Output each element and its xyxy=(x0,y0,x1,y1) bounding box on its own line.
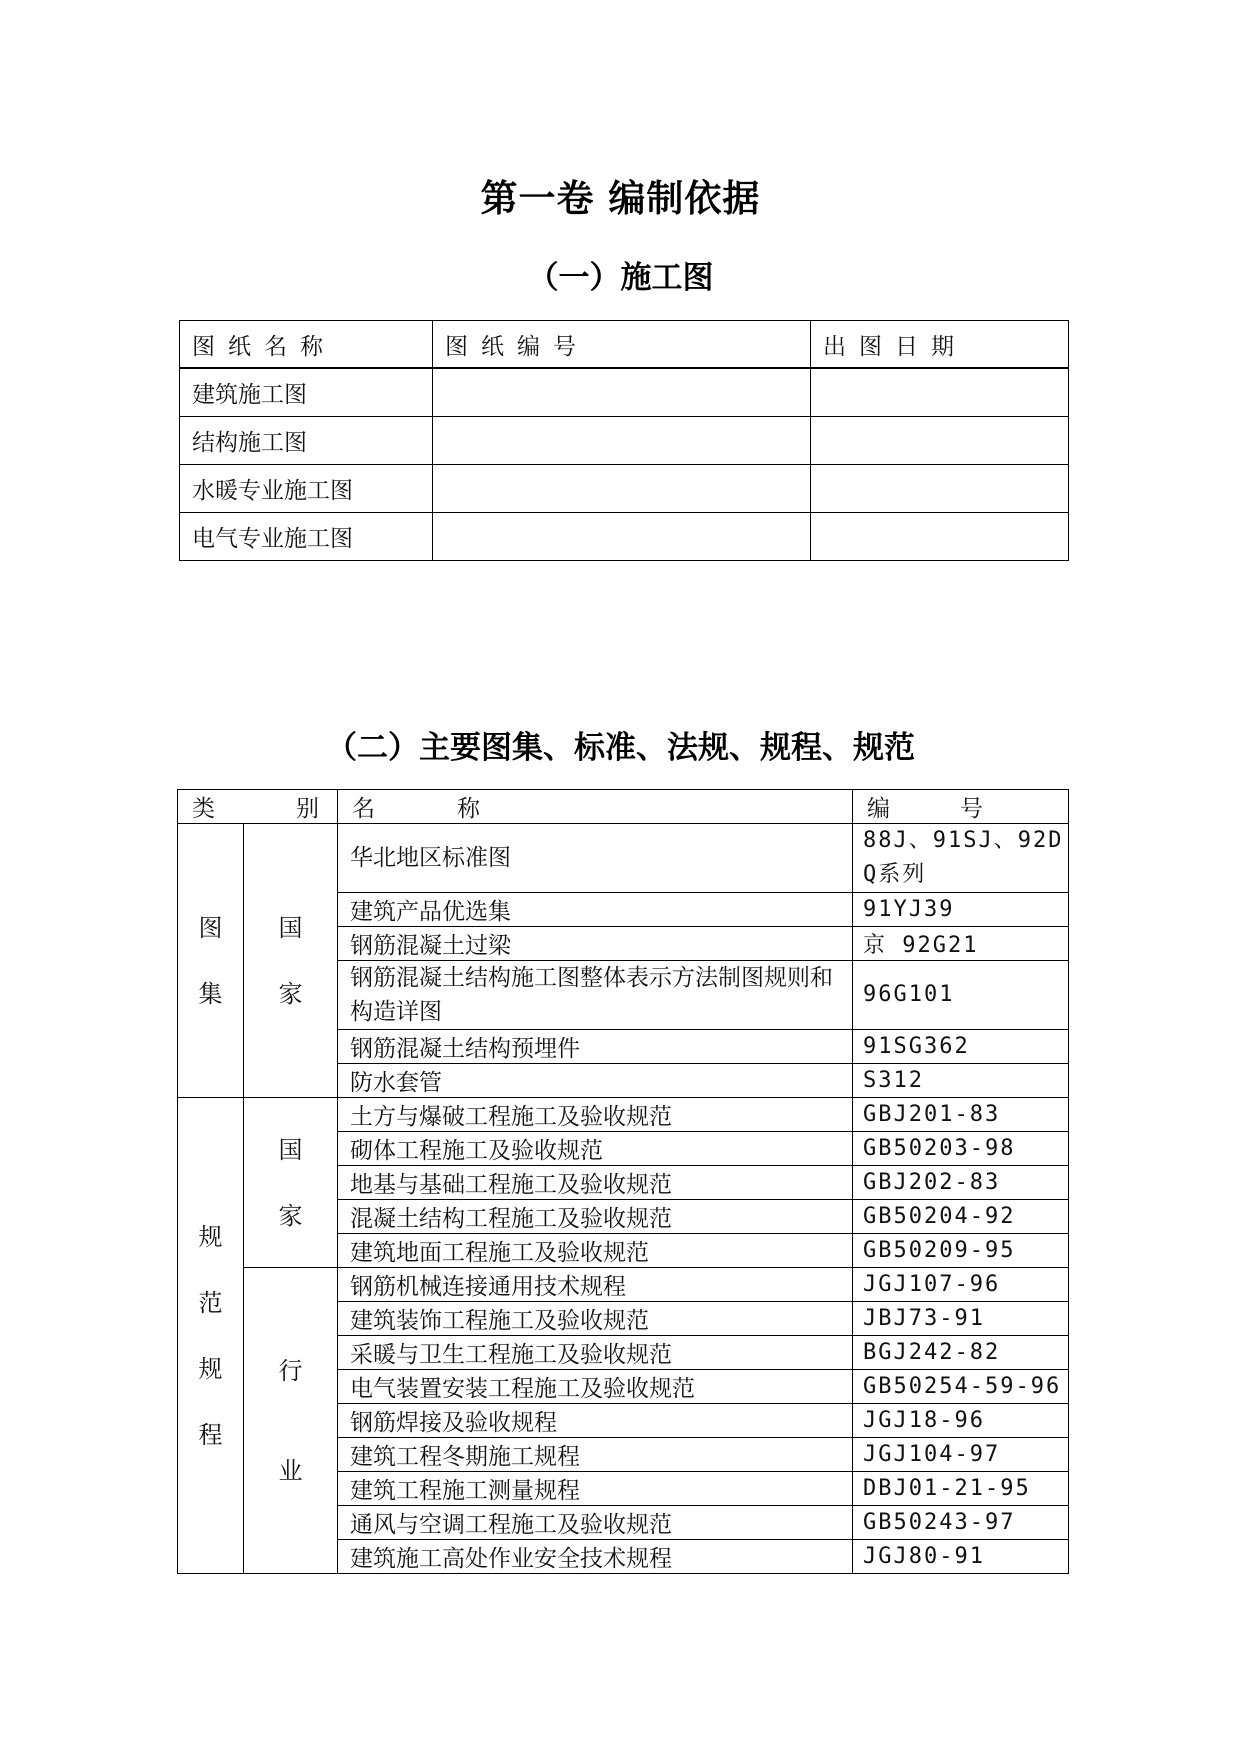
category-label: 图集 xyxy=(198,913,223,1008)
header-cell: 图纸编号 xyxy=(433,321,811,369)
standard-name-cell: 防水套管 xyxy=(338,1064,853,1098)
drawing-number-cell xyxy=(433,465,811,513)
standard-name-cell: 钢筋机械连接通用技术规程 xyxy=(338,1268,853,1302)
drawing-number-cell xyxy=(433,417,811,465)
header-name xyxy=(338,790,853,824)
standard-code-cell: JGJ80-91 xyxy=(853,1540,1069,1574)
header-name-char: 称 xyxy=(457,796,480,822)
standard-name-cell: 钢筋混凝土过梁 xyxy=(338,927,853,961)
standard-name-cell: 混凝土结构工程施工及验收规范 xyxy=(338,1200,853,1234)
drawing-date-cell xyxy=(811,513,1069,561)
standard-code-cell: GB50243-97 xyxy=(853,1506,1069,1540)
standard-code-cell: DBJ01-21-95 xyxy=(853,1472,1069,1506)
drawings-table xyxy=(179,320,1069,561)
page-title: 第一卷 编制依据 xyxy=(480,177,761,220)
standard-code-cell: 96G101 xyxy=(853,961,1069,1030)
standard-name-cell: 电气装置安装工程施工及验收规范 xyxy=(338,1370,853,1404)
standard-code-cell: 91YJ39 xyxy=(853,893,1069,927)
table-row xyxy=(180,513,1069,561)
standard-name-cell: 建筑工程施工测量规程 xyxy=(338,1472,853,1506)
standard-code-cell: 京 92G21 xyxy=(853,927,1069,961)
subcategory-cell-industry xyxy=(244,1268,338,1574)
drawing-date-cell xyxy=(811,417,1069,465)
table-row xyxy=(180,465,1069,513)
standard-name-cell: 钢筋混凝土结构预埋件 xyxy=(338,1030,853,1064)
subcategory-label: 行业 xyxy=(278,1356,303,1485)
drawing-date-cell xyxy=(811,368,1069,417)
header-category-char: 类 xyxy=(192,796,215,822)
standards-table xyxy=(177,789,1069,1574)
drawing-date-cell xyxy=(811,465,1069,513)
standard-name-cell: 建筑工程冬期施工规程 xyxy=(338,1438,853,1472)
subcategory-label: 国家 xyxy=(278,913,303,1008)
standard-name-cell: 建筑装饰工程施工及验收规范 xyxy=(338,1302,853,1336)
standard-code-cell: GBJ201-83 xyxy=(853,1098,1069,1132)
subcategory-label: 国家 xyxy=(278,1135,303,1230)
standard-name-cell: 建筑产品优选集 xyxy=(338,893,853,927)
standard-code-cell: GB50209-95 xyxy=(853,1234,1069,1268)
header-code-char: 号 xyxy=(960,796,983,822)
header-code xyxy=(853,790,1069,824)
standard-code-cell: 91SG362 xyxy=(853,1030,1069,1064)
drawing-name-cell: 建筑施工图 xyxy=(180,368,433,417)
category-label: 规范规程 xyxy=(198,1222,223,1449)
standard-name-cell: 采暖与卫生工程施工及验收规范 xyxy=(338,1336,853,1370)
drawing-name-cell: 电气专业施工图 xyxy=(180,513,433,561)
subcategory-cell-national xyxy=(244,1098,338,1268)
category-cell-specs xyxy=(178,1098,244,1574)
standard-code-cell: BGJ242-82 xyxy=(853,1336,1069,1370)
standard-name-cell: 通风与空调工程施工及验收规范 xyxy=(338,1506,853,1540)
standard-code-cell: JBJ73-91 xyxy=(853,1302,1069,1336)
standard-code-cell: JGJ104-97 xyxy=(853,1438,1069,1472)
standard-code-cell: JGJ107-96 xyxy=(853,1268,1069,1302)
header-name-char: 名 xyxy=(352,796,375,822)
table-header-row xyxy=(178,790,1069,824)
header-category-char: 别 xyxy=(296,796,319,822)
table-row xyxy=(180,417,1069,465)
table-row xyxy=(178,1098,1069,1132)
standard-code-cell: GBJ202-83 xyxy=(853,1166,1069,1200)
drawing-number-cell xyxy=(433,368,811,417)
standard-code-cell: GB50203-98 xyxy=(853,1132,1069,1166)
standard-name-cell: 砌体工程施工及验收规范 xyxy=(338,1132,853,1166)
standard-code-cell: JGJ18-96 xyxy=(853,1404,1069,1438)
header-code-char: 编 xyxy=(867,796,890,822)
table-row xyxy=(178,1268,1069,1302)
table-row xyxy=(178,824,1069,893)
standard-name-cell: 土方与爆破工程施工及验收规范 xyxy=(338,1098,853,1132)
standard-code-cell: GB50254-59-96 xyxy=(853,1370,1069,1404)
header-cell: 出图日期 xyxy=(811,321,1069,369)
header-cell: 图纸名称 xyxy=(180,321,433,369)
standard-code-cell: S312 xyxy=(853,1064,1069,1098)
category-cell-atlas xyxy=(178,824,244,1098)
standard-name-cell: 钢筋混凝土结构施工图整体表示方法制图规则和构造详图 xyxy=(338,961,853,1030)
section-heading-standards: （二）主要图集、标准、法规、规程、规范 xyxy=(326,730,915,766)
table-header-row xyxy=(180,321,1069,369)
standard-name-cell: 华北地区标准图 xyxy=(338,824,853,893)
standard-name-cell: 建筑施工高处作业安全技术规程 xyxy=(338,1540,853,1574)
drawing-name-cell: 水暖专业施工图 xyxy=(180,465,433,513)
header-category xyxy=(178,790,338,824)
table-row xyxy=(180,368,1069,417)
standard-code-cell: 88J、91SJ、92DQ系列 xyxy=(853,824,1069,893)
drawing-name-cell: 结构施工图 xyxy=(180,417,433,465)
standard-name-cell: 建筑地面工程施工及验收规范 xyxy=(338,1234,853,1268)
standard-name-cell: 钢筋焊接及验收规程 xyxy=(338,1404,853,1438)
drawing-number-cell xyxy=(433,513,811,561)
standard-code-cell: GB50204-92 xyxy=(853,1200,1069,1234)
standard-name-cell: 地基与基础工程施工及验收规范 xyxy=(338,1166,853,1200)
subcategory-cell-national xyxy=(244,824,338,1098)
section-heading-drawings: （一）施工图 xyxy=(527,260,714,296)
